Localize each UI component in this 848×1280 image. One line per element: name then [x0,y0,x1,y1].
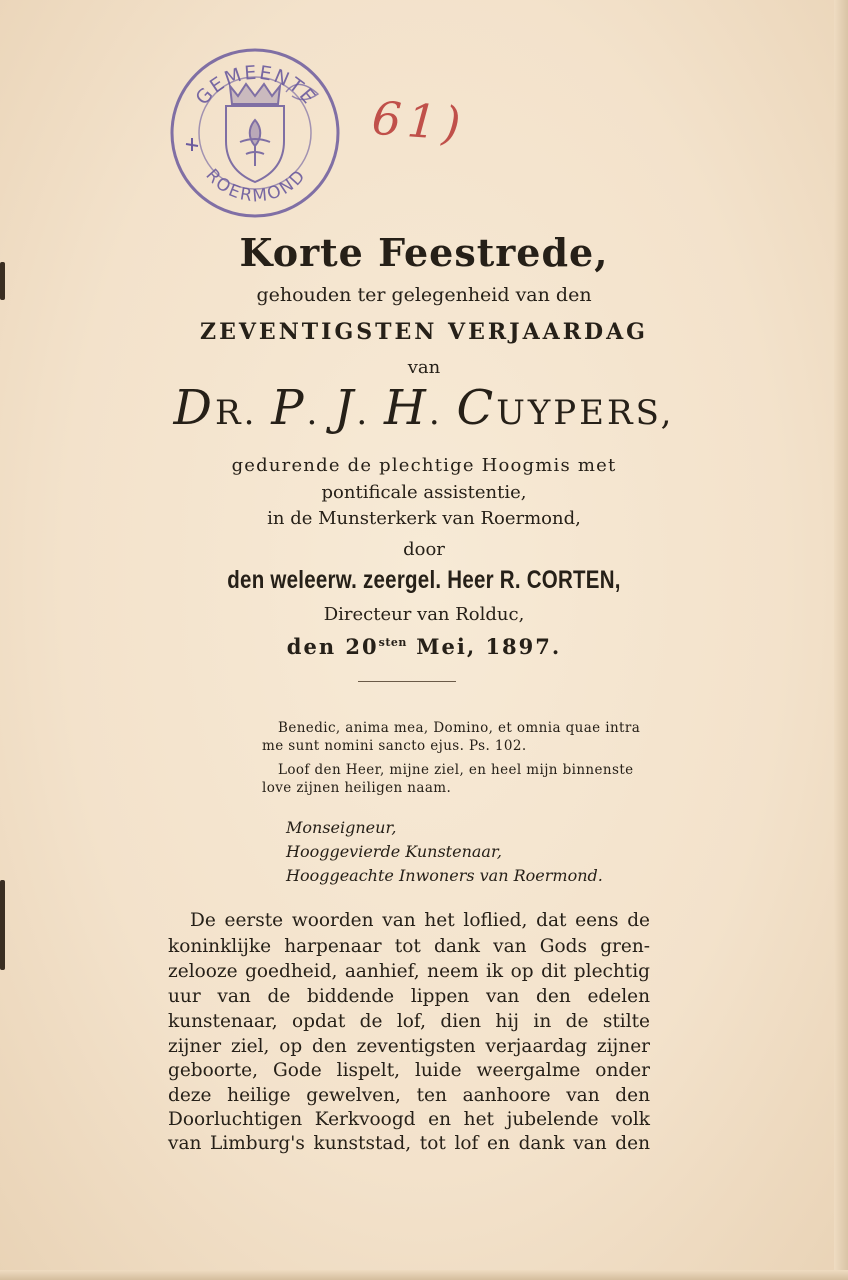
initial-c: C [456,380,497,436]
date-sup: sten [378,636,407,649]
name-part-r: R. [214,393,272,433]
initial-h: H [383,380,429,436]
body-line-2: koninklijke harpenaar tot dank van Gods gren- [168,936,650,957]
event-heading: ZEVENTIGSTEN VERJAARDAG [200,319,648,345]
quote-latin-2: me sunt nomini sancto ejus. Ps. 102. [262,738,527,754]
body-line-6: zijner ziel, op den zeventigsten verjaardag zijner [168,1036,650,1057]
date-pre: den 20 [286,634,379,659]
date-post: Mei, 1897. [406,634,562,659]
stamp-bottom-text: ROERMOND [201,165,311,207]
initial-j: J [334,380,357,436]
speech-date [0,634,848,659]
salutation-1: Monseigneur, [286,818,397,837]
svg-text:ROERMOND [202,165,311,206]
name-rest: UYPERS, [496,393,675,433]
body-line-10: van Limburg's kunststad, tot lof en dank van den [168,1133,650,1154]
body-line-7: geboorte, Gode lispelt, luide weergalme onder [168,1060,650,1081]
name-dot-3: . [428,393,457,433]
name-dot-1: . [306,393,335,433]
divider-rule [358,681,456,682]
salutation-2: Hooggevierde Kunstenaar, [286,842,502,861]
body-line-9: Doorluchtigen Kerkvoogd en het jubelende volk [168,1109,650,1130]
quote-latin-1: Benedic, anima mea, Domino, et omnia quae intra [278,720,641,736]
municipal-stamp [168,46,342,220]
coat-of-arms-icon [226,84,284,182]
name-dot-2: . [356,393,384,433]
body-line-4: uur van de biddende lippen van den edelen [168,986,650,1007]
salutation-3: Hooggeachte Inwoners van Roermond. [286,866,603,885]
speaker-name: den weleerw. zeergel. Heer R. CORTEN, [227,566,621,594]
description-line-1: gedurende de plechtige Hoogmis met [231,455,617,476]
subtitle-line: gehouden ter gelegenheid van den [256,284,592,306]
honoree-name [0,380,848,436]
description-line-2: pontificale assistentie, [321,482,527,503]
van-line: van [407,357,441,378]
quote-dutch-1: Loof den Heer, mijne ziel, en heel mijn binnenste [278,762,634,778]
quote-dutch-2: love zijnen heiligen naam. [262,780,452,796]
page-edge-bottom [0,1270,848,1280]
initial-p: P [271,380,307,436]
body-line-8: deze heilige gewelven, ten aanhoore van den [168,1085,650,1106]
initial-d: D [173,380,215,436]
stamp-top-text: GEMEENTE [191,61,321,110]
body-line-3: zelooze goedheid, aanhief, neem ik op dit plechtig [168,961,650,982]
door-line: door [403,539,445,560]
handwritten-shelf-number: 61) [370,90,469,152]
description-line-3: in de Munsterkerk van Roermond, [267,508,581,529]
body-line-5: kunstenaar, opdat de lof, dien hij in de stilte [168,1011,650,1032]
binding-mark-bottom [0,880,5,970]
body-line-1: De eerste woorden van het loflied, dat eens de [190,910,650,931]
document-title: Korte Feestrede, [239,230,609,275]
speaker-role: Directeur van Rolduc, [323,604,525,625]
